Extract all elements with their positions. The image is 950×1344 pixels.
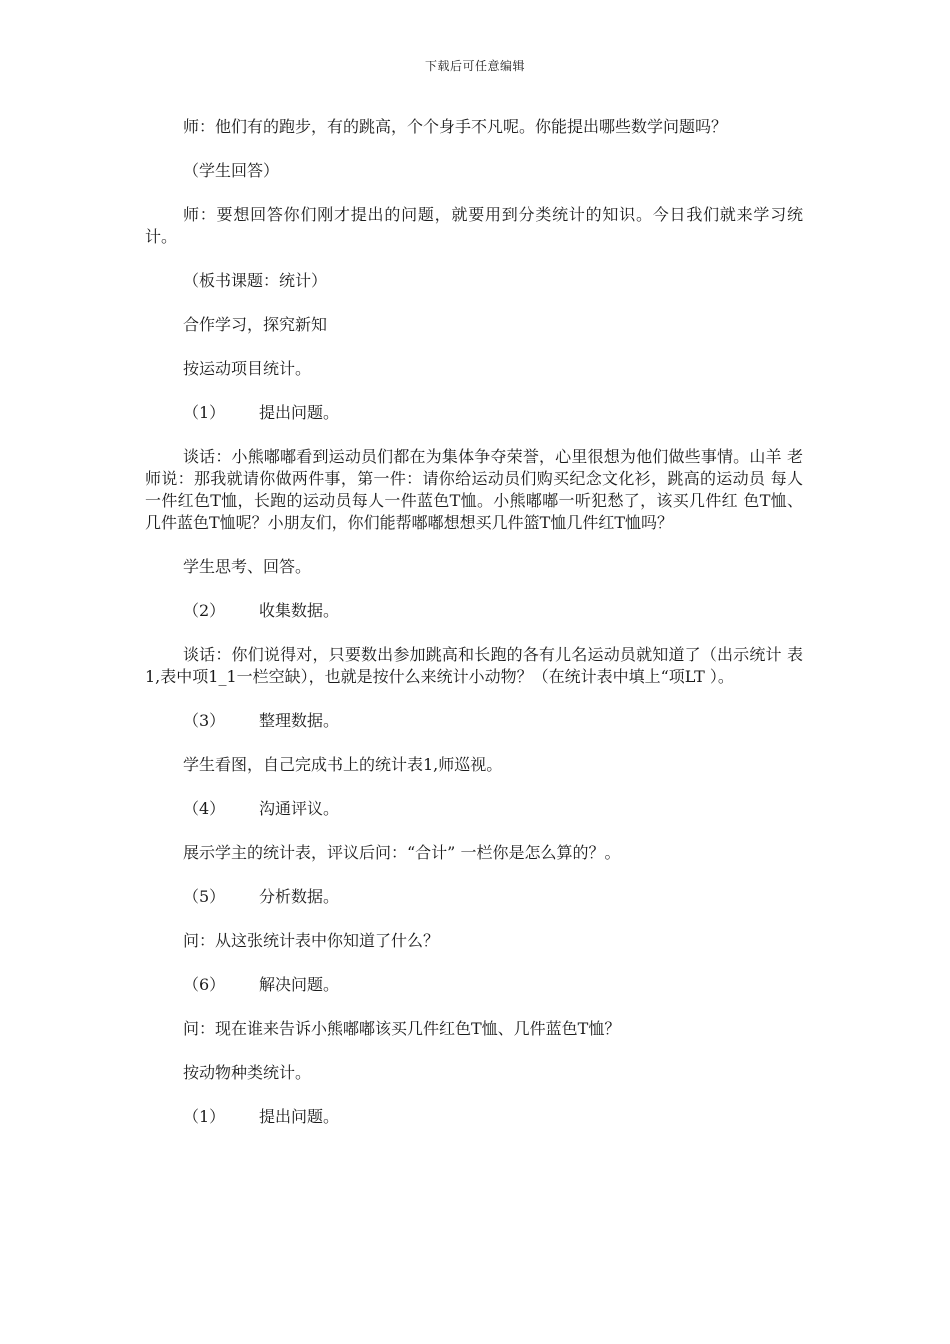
paragraph-ask-2: 问：现在谁来告诉小熊嘟嘟该买几件红色T恤、几件蓝色T恤？: [183, 1019, 621, 1038]
step-item: [145, 886, 803, 908]
paragraph-student-answer: （学生回答）: [183, 161, 280, 180]
section-heading-by-sport: 按运动项目统计。: [183, 359, 312, 378]
paragraph-teacher-intro: 师：要想回答你们刚才提出的问题，就要用到分类统计的知识。今日我们就来学习统 计。: [145, 205, 803, 246]
step-item: [145, 1106, 803, 1128]
paragraph-student-think: 学生思考、回答。: [183, 557, 312, 576]
step-item: [145, 974, 803, 996]
step-number: （2）: [183, 601, 226, 620]
step-label: 提出问题。: [259, 1107, 340, 1126]
paragraph-talk-2: 谈话：你们说得对，只要数出参加跳高和长跑的各有儿名运动员就知道了（出示统计 表1,表中项1_1一栏空缺），也就是按什么来统计小动物？（在统计表中填上“项LT ）。: [145, 645, 803, 686]
step-label: 整理数据。: [259, 711, 340, 730]
step-number: （4）: [183, 799, 226, 818]
step-label: 收集数据。: [259, 601, 340, 620]
paragraph-teacher-question: 师：他们有的跑步，有的跳高，个个身手不凡呢。你能提出哪些数学问题吗？: [183, 117, 728, 136]
paragraph-student-look: 学生看图，自己完成书上的统计表1,师巡视。: [183, 755, 503, 774]
paragraph-ask-1: 问：从这张统计表中你知道了什么？: [183, 931, 440, 950]
step-label: 沟通评议。: [259, 799, 340, 818]
step-number: （5）: [183, 887, 226, 906]
step-item: [145, 402, 803, 424]
page-header: 下载后可任意编辑: [424, 59, 525, 73]
step-number: （3）: [183, 711, 226, 730]
step-item: [145, 600, 803, 622]
step-label: 解决问题。: [259, 975, 340, 994]
step-item: [145, 798, 803, 820]
paragraph-show-table: 展示学主的统计表，评议后问：“合计” 一栏你是怎么算的？。: [183, 843, 621, 862]
step-item: [145, 710, 803, 732]
document-body: [145, 116, 803, 1150]
step-label: 分析数据。: [259, 887, 340, 906]
paragraph-talk-1: 谈话：小熊嘟嘟看到运动员们都在为集体争夺荣誉，心里很想为他们做些事情。山羊 老师说：那我就请你做两件事，第一件：请你给运动员们购买纪念文化衫，跳高的运动员 每人一件红色T恤，长跑的运动员每人一件蓝色T恤。小熊嘟嘟一听犯愁了，该买几件红 色T恤、几件蓝色T恤呢？小朋友们，你们能帮嘟嘟想想买几件篮T恤几件红T恤吗？: [145, 447, 803, 532]
step-number: （1）: [183, 403, 226, 422]
step-number: （6）: [183, 975, 226, 994]
paragraph-board-title: （板书课题：统计）: [183, 271, 328, 290]
step-number: （1）: [183, 1107, 226, 1126]
step-label: 提出问题。: [259, 403, 340, 422]
section-heading-by-animal: 按动物种类统计。: [183, 1063, 312, 1082]
section-heading-cooperative: 合作学习，探究新知: [183, 315, 328, 334]
